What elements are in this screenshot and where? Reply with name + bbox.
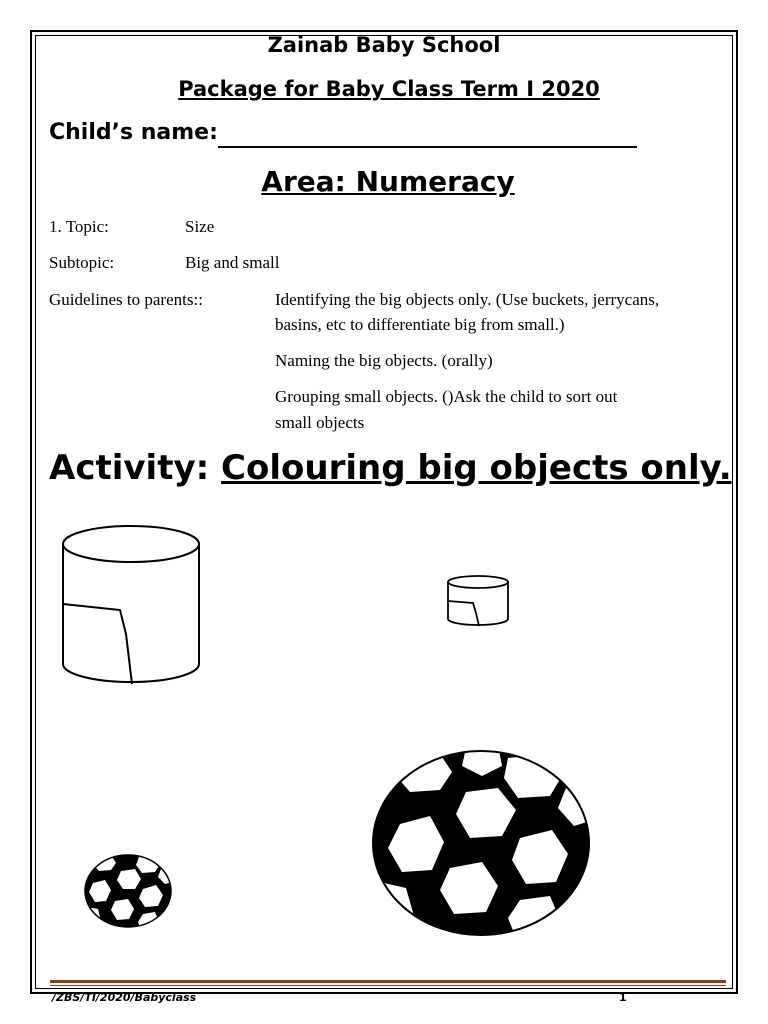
small-bucket-picture <box>445 573 511 629</box>
child-name-line <box>218 146 637 148</box>
guideline-3-line-1: Grouping small objects. ()Ask the child to sort out <box>275 387 618 406</box>
guideline-2: Naming the big objects. (orally) <box>275 351 493 370</box>
package-title: Package for Baby Class Term I 2020 <box>178 77 600 101</box>
guideline-1-line-1: Identifying the big objects only. (Use buckets, jerrycans, <box>275 290 660 309</box>
activity-heading <box>49 448 732 488</box>
guideline-1-line-2: basins, etc to differentiate big from small.) <box>275 315 565 334</box>
big-football-picture <box>370 748 592 938</box>
footer-rule-thick <box>50 980 726 983</box>
activity-title: Colouring big objects only. <box>221 448 732 488</box>
school-name: Zainab Baby School <box>267 33 501 57</box>
small-football-picture <box>83 853 173 929</box>
topic-value: Size <box>185 217 215 236</box>
topic-label: 1. Topic: <box>49 217 109 236</box>
subtopic-value: Big and small <box>185 253 280 272</box>
subtopic-label: Subtopic: <box>49 253 115 272</box>
guideline-3-line-2: small objects <box>275 413 365 432</box>
big-bucket-picture <box>58 522 204 688</box>
child-name-label: Child’s name: <box>49 120 218 145</box>
guidelines-label: Guidelines to parents:: <box>49 290 203 309</box>
footer-document-code: /ZBS/TI/2020/Babyclass <box>52 991 197 1004</box>
activity-prefix: Activity: <box>49 448 222 488</box>
footer-page-number: 1 <box>619 991 627 1004</box>
footer-rule-thin <box>50 985 726 986</box>
area-title: Area: Numeracy <box>261 165 515 198</box>
